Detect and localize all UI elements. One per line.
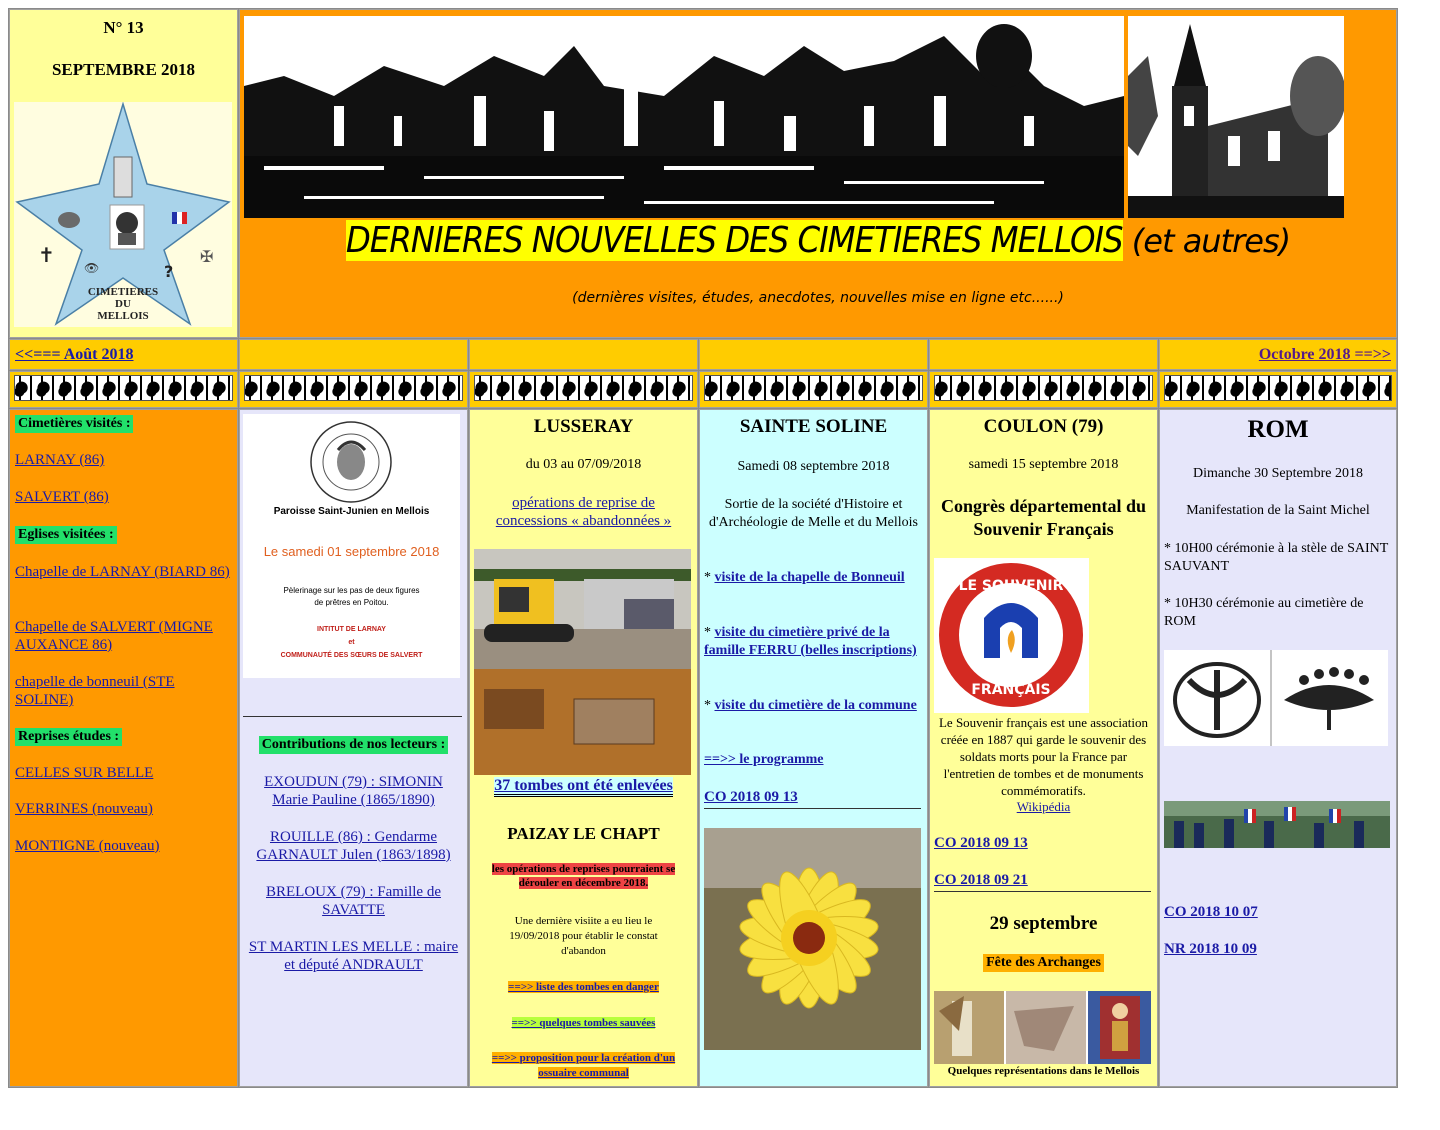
- bullet: *: [704, 570, 711, 585]
- nav-cell-5: [929, 339, 1158, 370]
- co-20181007-link[interactable]: CO 2018 10 07: [1164, 904, 1258, 920]
- link-chapel-bonneuil[interactable]: chapelle de bonneuil (STE SOLINE): [15, 674, 175, 708]
- co-20180921-link[interactable]: CO 2018 09 21: [934, 872, 1028, 888]
- next-month-link[interactable]: Octobre 2018 ==>>: [1258, 346, 1391, 363]
- contrib-st-martin[interactable]: ST MARTIN LES MELLE : maire et député ANDRAULT: [248, 939, 459, 973]
- link-chapel-larnay[interactable]: Chapelle de LARNAY (BIARD 86): [15, 564, 230, 580]
- cemetery-star-logo: [14, 102, 232, 327]
- tombs-removed-link[interactable]: 37 tombes ont été enlevées: [494, 777, 673, 797]
- commune-cemetery-link[interactable]: visite du cimetière de la commune: [714, 698, 917, 713]
- archangel-caption: Quelques représentations dans le Mellois: [947, 1065, 1140, 1077]
- decorative-border-pattern: [704, 375, 923, 401]
- bullet: *: [704, 625, 711, 640]
- paizay-title: PAIZAY LE CHAPT: [507, 824, 660, 843]
- programme-link[interactable]: ==>> le programme: [704, 752, 824, 767]
- coulon-title: COULON (79): [983, 416, 1104, 437]
- wikipedia-link[interactable]: Wikipédia: [1016, 799, 1071, 814]
- logo-text-2: DU: [115, 298, 131, 310]
- visited-heading: Cimetières visités :: [15, 415, 133, 433]
- svg-text:✠: ✠: [200, 247, 214, 266]
- souvenir-desc: Le Souvenir français est une association créée en 1887 qui garde le souvenir des soldats morts pour la France par l'entretien de tombes et de monuments commémoratifs.: [938, 715, 1148, 798]
- contrib-rouille[interactable]: ROUILLE (86) : Gendarme GARNAULT Julen (1863/1898): [256, 829, 451, 863]
- svg-text:✝: ✝: [38, 243, 55, 267]
- paizay-note: Une dernière visiite a eu lieu le 19/09/2018 pour établir le constat d'abandon: [509, 915, 658, 957]
- lusseray-dates: du 03 au 07/09/2018: [525, 457, 642, 472]
- insignia-images: [1164, 650, 1388, 746]
- decorative-border-pattern: [244, 375, 463, 401]
- svg-text:?: ?: [164, 262, 174, 281]
- divider: [243, 716, 462, 717]
- link-montigne[interactable]: MONTIGNE (nouveau): [15, 838, 160, 854]
- issue-cell: [9, 9, 238, 338]
- sainte-soline-column: [699, 409, 928, 1087]
- logo-text-3: MELLOIS: [97, 310, 149, 322]
- souvenir-francais-logo: [934, 558, 1089, 713]
- link-verrines[interactable]: VERRINES (nouveau): [15, 801, 153, 817]
- rom-item-1: * 10H00 cérémonie à la stèle de SAINT SAUVANT: [1164, 541, 1389, 574]
- ceremony-photo[interactable]: [1164, 801, 1390, 848]
- contrib-heading: Contributions de nos lecteurs :: [259, 736, 449, 754]
- rom-title: ROM: [1247, 416, 1309, 443]
- contrib-breloux[interactable]: BRELOUX (79) : Famille de SAVATTE: [266, 884, 441, 918]
- souvenir-logo-bottom: FRANÇAIS: [971, 682, 1051, 698]
- yellow-flower-photo: [704, 828, 921, 1050]
- decorative-border-pattern: [1164, 375, 1392, 401]
- poster-date: Le samedi 01 septembre 2018: [263, 544, 440, 559]
- rom-date: Dimanche 30 Septembre 2018: [1193, 466, 1363, 481]
- churches-heading: Eglises visitées :: [15, 526, 117, 544]
- coulon-column: [929, 409, 1158, 1087]
- bonneuil-chapel-link[interactable]: visite de la chapelle de Bonneuil: [714, 570, 905, 585]
- excavator-photo[interactable]: [474, 549, 691, 775]
- studies-heading: Reprises études :: [15, 728, 122, 746]
- banner-subtitle: (dernières visites, études, anecdotes, nouvelles mise en ligne etc......): [572, 290, 1064, 306]
- nav-cell-4: [699, 339, 928, 370]
- banner-cell: [239, 9, 1397, 338]
- sidebar-column: [9, 409, 238, 1087]
- link-celles-sur-belle[interactable]: CELLES SUR BELLE: [15, 765, 154, 781]
- lusseray-title: LUSSERAY: [533, 416, 634, 437]
- nav-cell-2: [239, 339, 468, 370]
- paizay-warning: les opérations de reprises pourraient se dérouler en décembre 2018.: [491, 863, 676, 889]
- pattern-cell-4: [699, 371, 928, 408]
- archanges-date: 29 septembre: [989, 913, 1098, 934]
- soline-title: SAINTE SOLINE: [739, 416, 888, 437]
- souvenir-logo-top: LE SOUVENIR: [958, 578, 1064, 594]
- decorative-border-pattern: [934, 375, 1153, 401]
- pattern-cell-5: [929, 371, 1158, 408]
- poster-line2: de prêtres en Poitou.: [314, 598, 389, 607]
- link-salvert[interactable]: SALVERT (86): [15, 489, 109, 505]
- bullet: *: [704, 698, 711, 713]
- poster-parish: Paroisse Saint-Junien en Mellois: [273, 506, 430, 517]
- fete-archanges: Fête des Archanges: [983, 954, 1104, 972]
- prev-month-link[interactable]: <<=== Août 2018: [15, 346, 134, 363]
- rom-item-2: * 10H30 cérémonie au cimetière de ROM: [1164, 596, 1364, 629]
- decorative-border-pattern: [474, 375, 693, 401]
- cemetery-banner-image: [244, 16, 1124, 218]
- issue-number: N° 13: [103, 18, 144, 37]
- saved-tombs-link[interactable]: ==>> quelques tombes sauvées: [511, 1017, 656, 1029]
- co-20180913-link[interactable]: CO 2018 09 13: [704, 789, 798, 805]
- congress-title: Congrès départemental du Souvenir Français: [941, 496, 1146, 539]
- poster-inst1: INTITUT DE LARNAY: [317, 626, 386, 633]
- link-larnay[interactable]: LARNAY (86): [15, 452, 105, 468]
- nav-cell-3: [469, 339, 698, 370]
- pattern-cell-3: [469, 371, 698, 408]
- link-chapel-salvert[interactable]: Chapelle de SALVERT (MIGNE AUXANCE 86): [15, 619, 213, 653]
- pattern-cell-1: [9, 371, 238, 408]
- contrib-exoudun[interactable]: EXOUDUN (79) : SIMONIN Marie Pauline (1865/1890): [264, 774, 443, 808]
- lusseray-column: [469, 409, 698, 1087]
- nav-cell-6: [1159, 339, 1397, 370]
- poster-inst2: COMMUNAUTÉ DES SŒURS DE SALVERT: [280, 652, 423, 659]
- banner-title-wrap: [240, 220, 1396, 261]
- lusseray-operations-link[interactable]: opérations de reprise de concessions « abandonnées »: [495, 495, 672, 529]
- nr-20181009-link[interactable]: NR 2018 10 09: [1164, 941, 1257, 957]
- issue-date: SEPTEMBRE 2018: [51, 60, 196, 79]
- rom-column: [1159, 409, 1397, 1087]
- soline-desc: Sortie de la société d'Histoire et d'Archéologie de Melle et du Mellois: [709, 497, 918, 530]
- banner-title: DERNIERES NOUVELLES DES CIMETIERES MELLOIS: [345, 220, 1123, 261]
- banner-title-suffix: (et autres): [1131, 222, 1291, 260]
- pattern-cell-6: [1159, 371, 1397, 408]
- rom-event: Manifestation de la Saint Michel: [1186, 503, 1370, 518]
- decorative-border-pattern: [14, 375, 233, 401]
- poster-line1: Pèlerinage sur les pas de deux figures: [283, 586, 420, 595]
- danger-list-link[interactable]: ==>> liste des tombes en danger: [508, 981, 659, 993]
- ossuary-link[interactable]: ==>> proposition pour la création d'un ossuaire communal: [491, 1052, 676, 1079]
- nav-cell-1: [9, 339, 238, 370]
- poster-inst-and: et: [348, 639, 355, 646]
- divider: [704, 808, 921, 809]
- archangel-images[interactable]: [934, 991, 1151, 1064]
- church-image: [1128, 16, 1344, 218]
- logo-text-1: CIMETIERES: [87, 286, 159, 298]
- pattern-cell-2: [239, 371, 468, 408]
- divider: [934, 891, 1151, 892]
- soline-date: Samedi 08 septembre 2018: [737, 459, 890, 474]
- parish-poster[interactable]: [243, 414, 460, 678]
- contributions-column: [239, 409, 468, 1087]
- ferru-cemetery-link[interactable]: visite du cimetière privé de la famille FERRU (belles inscriptions): [704, 625, 917, 658]
- coulon-date: samedi 15 septembre 2018: [968, 457, 1119, 472]
- svg-text:👁: 👁: [84, 261, 100, 275]
- co-20180913-coulon-link[interactable]: CO 2018 09 13: [934, 835, 1028, 851]
